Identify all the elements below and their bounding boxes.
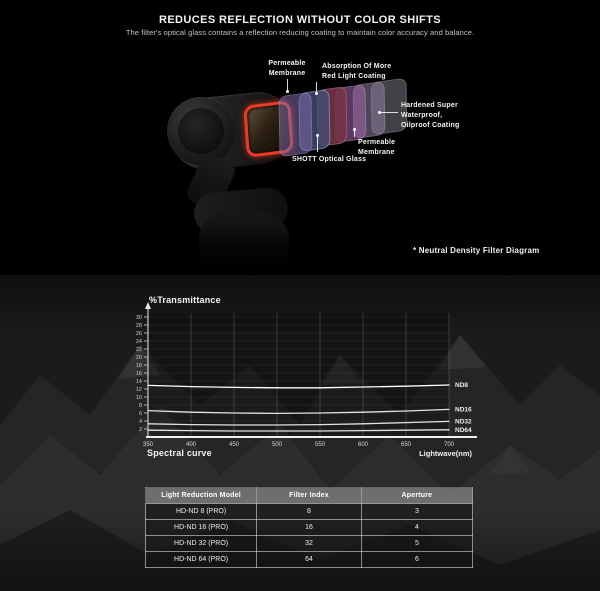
page-title: REDUCES REFLECTION WITHOUT COLOR SHIFTS (158, 14, 442, 26)
svg-text:450: 450 (228, 442, 240, 448)
svg-text:14: 14 (135, 379, 142, 385)
svg-text:4: 4 (138, 419, 142, 425)
filter-layer-membrane-1 (278, 92, 312, 157)
table-row (146, 536, 473, 552)
svg-text:650: 650 (400, 442, 412, 448)
cell-model: HD-ND 16 (PRO) (146, 520, 257, 536)
leader-line-hardened (380, 112, 398, 113)
svg-text:400: 400 (185, 442, 197, 448)
svg-text:600: 600 (357, 442, 369, 448)
leader-line-membrane-bottom (354, 130, 355, 137)
annotation-text: Waterproof, (401, 111, 443, 119)
svg-text:500: 500 (271, 442, 283, 448)
cell-aperture: 4 (361, 520, 472, 536)
hero-section (0, 0, 600, 275)
cell-filter-index: 16 (257, 520, 362, 536)
annotation-text: Permeable (268, 60, 306, 67)
annotation-permeable-membrane-top (258, 59, 316, 79)
svg-text:350: 350 (142, 442, 154, 448)
column-header-filter-index: Filter Index (257, 488, 362, 504)
svg-text:20: 20 (135, 355, 142, 361)
cell-aperture: 6 (361, 552, 472, 568)
table-row (146, 552, 473, 568)
svg-text:8: 8 (138, 403, 142, 409)
handle-fade-overlay (150, 225, 370, 275)
svg-text:ND32: ND32 (455, 418, 472, 426)
svg-text:24: 24 (135, 339, 142, 345)
leader-line-membrane-top (287, 79, 288, 91)
annotation-text: SHOTT Optical Glass (292, 156, 367, 163)
cell-filter-index: 64 (257, 552, 362, 568)
annotation-permeable-membrane-bottom (358, 138, 395, 158)
svg-text:ND8: ND8 (455, 382, 469, 389)
svg-text:16: 16 (135, 371, 142, 377)
cell-aperture: 3 (361, 504, 472, 520)
leader-line-absorption (316, 82, 317, 93)
page-subtitle: The filter's optical glass contains a reflection reducing coating to maintain color accuracy and balance. (125, 28, 475, 37)
annotation-text: Hardened Super (401, 102, 458, 109)
spectral-section (0, 275, 600, 591)
table-row (146, 520, 473, 536)
annotation-text: Membrane (268, 69, 306, 77)
leader-line-shott (317, 136, 318, 152)
chart-footer-label: Spectral curve (147, 448, 212, 458)
svg-text:26: 26 (135, 331, 142, 337)
cell-model: HD-ND 8 (PRO) (146, 504, 257, 520)
svg-text:12: 12 (135, 387, 142, 393)
svg-text:10: 10 (135, 395, 142, 401)
cell-filter-index: 32 (257, 536, 362, 552)
cell-filter-index: 8 (257, 504, 362, 520)
svg-text:2: 2 (138, 427, 142, 433)
cell-model: HD-ND 64 (PRO) (146, 552, 257, 568)
camera-lens-barrel-inner (178, 108, 224, 154)
svg-text:18: 18 (135, 363, 142, 369)
annotation-shott-glass (292, 155, 366, 165)
chart-x-axis-title: Lightwave(nm) (419, 449, 472, 458)
svg-text:ND64: ND64 (455, 426, 472, 434)
svg-text:22: 22 (135, 347, 142, 353)
annotation-hardened-coating (401, 101, 459, 130)
annotation-text: Permeable (358, 139, 396, 146)
table-header-row (146, 488, 473, 504)
column-header-model: Light Reduction Model (146, 488, 257, 504)
nd-filter-spec-table (145, 487, 473, 568)
svg-text:30: 30 (135, 315, 142, 321)
annotation-text: Oilproof Coating (401, 121, 460, 129)
svg-text:28: 28 (135, 323, 142, 329)
spectral-curve-chart (0, 275, 600, 485)
chart-y-axis-title: %Transmittance (149, 295, 221, 305)
cell-aperture: 5 (361, 536, 472, 552)
annotation-text: Membrane (358, 148, 395, 156)
annotation-text: Red Light Coating (322, 72, 386, 80)
svg-text:550: 550 (314, 442, 326, 448)
table-row (146, 504, 473, 520)
svg-text:6: 6 (138, 411, 142, 417)
svg-text:700: 700 (443, 442, 455, 448)
column-header-aperture: Aperture (361, 488, 472, 504)
cell-model: HD-ND 32 (PRO) (146, 536, 257, 552)
diagram-caption: * Neutral Density Filter Diagram (413, 246, 540, 255)
svg-text:ND16: ND16 (455, 406, 472, 414)
annotation-absorption-coating (322, 62, 391, 82)
annotation-text: Absorption Of More (322, 63, 392, 70)
